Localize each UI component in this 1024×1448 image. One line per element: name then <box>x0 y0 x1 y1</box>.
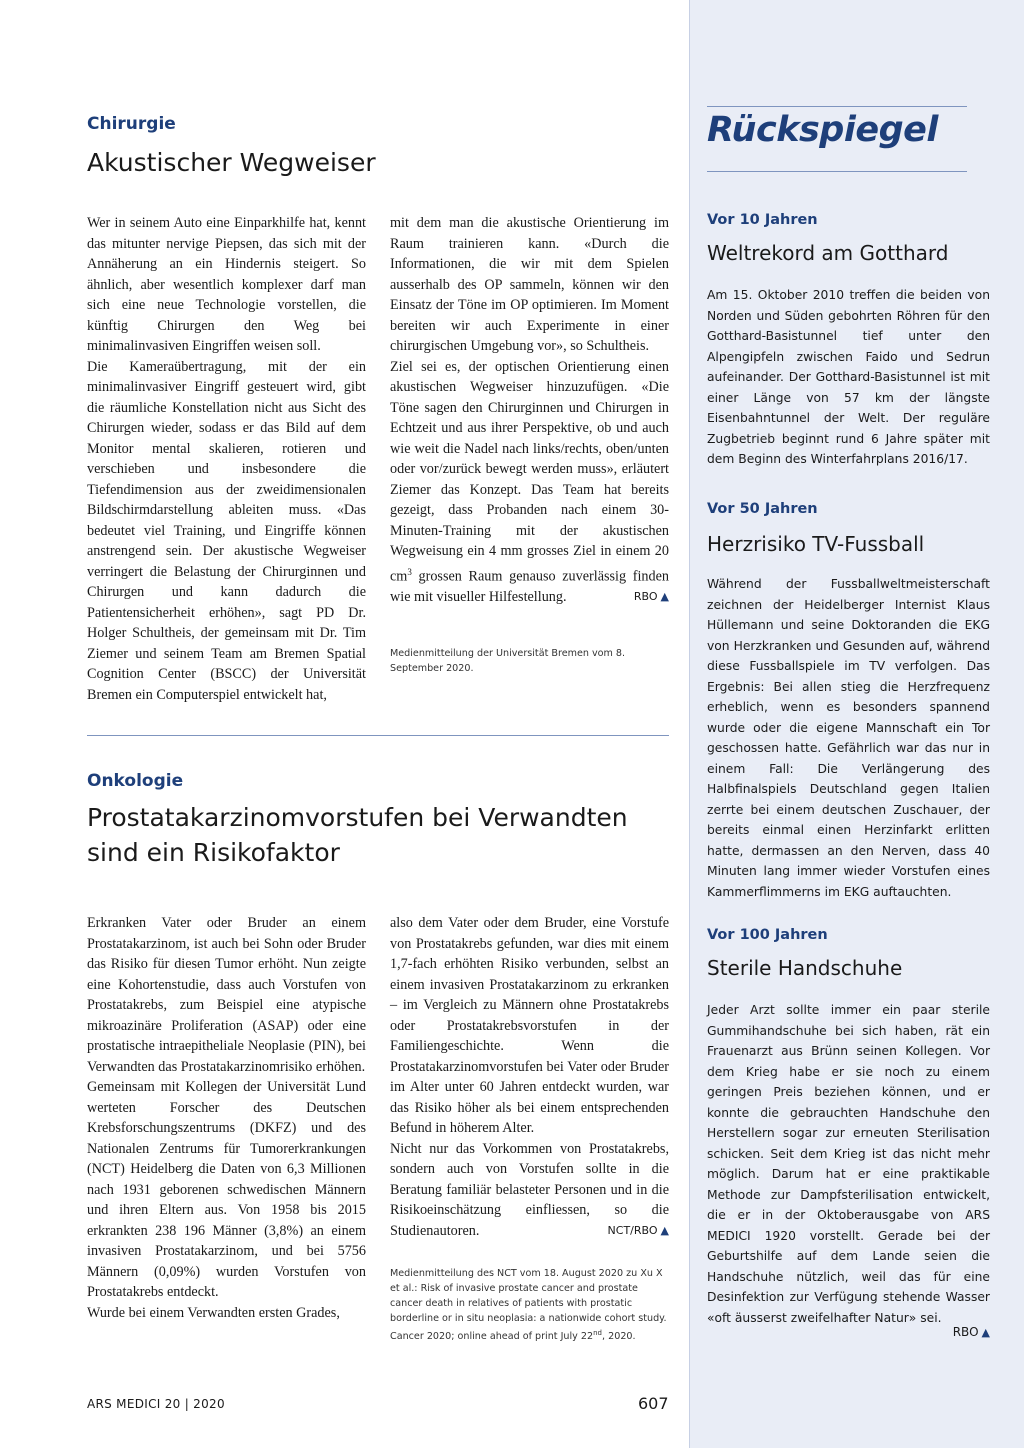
sidebar-top-rule <box>707 106 967 107</box>
sidebar-title-rule <box>707 171 967 172</box>
sidebar-item-text: Am 15. Oktober 2010 treffen die beiden von Norden und Süden gebohrten Röhren für den Gotthard-Basistunnel tief unter den Alpengipfeln zwischen Faido und Sedrun aufeinander. Der Gotthard-Basistunnel ist mit einer Länge von 57 km der längste Eisenbahntunnel der Welt. Der reguläre Zugbetrieb beginnt rund 6 Jahre später mit dem Beginn des Winterfahrplans 2016/17. <box>707 288 990 466</box>
paragraph-text: grossen Raum genauso zuverlässig finden wie mit visueller Hilfestellung. <box>390 568 669 605</box>
end-triangle-icon: ▲ <box>981 1326 990 1339</box>
article1-category: Chirurgie <box>87 114 176 134</box>
paragraph: Die Kameraübertragung, mit der ein minimalinvasiver Eingriff gesteuert wird, gibt die räumliche Konstellation nicht aus Sicht des Chirurgen wieder, sodass er das Bild auf dem Monitor mental skalieren, rotieren und verschieben und insbesondere die Tiefendimension aus der zweidimensionalen Bildschirmdarstellung ableiten muss. «Das bedeutet viel Training, und Eingriffe können anstrengend sein. Der akustische Wegweiser verringert die Belastung der Chirurginnen und Chirurgen und kann dadurch die Patientensicherheit erhöhen», sagt PD Dr. Holger Schultheis, der gemeinsam mit Dr. Tim Ziemer und seinem Team am Bremen Spatial Cognition Center (BSCC) der Universität Bremen ein Computerspiel entwickelt hat, <box>87 358 366 703</box>
paragraph-text: Nicht nur das Vorkommen von Prostatakrebs, sondern auch von Vorstufen sollte in die Beratung familiär belasteter Personen und in die Risikoeinschätzung einfliessen, so die Studienautoren. <box>390 1140 669 1239</box>
sidebar-title: Rückspiegel <box>707 110 938 150</box>
article2-source <box>390 1266 669 1344</box>
title-line: sind ein Risikofaktor <box>87 838 340 867</box>
superscript: 3 <box>407 566 412 577</box>
page-number: 607 <box>638 1394 669 1413</box>
author-label: RBO <box>633 589 658 603</box>
source-text: Medienmitteilung des NCT vom 18. August 2020 zu Xu X et al.: Risk of invasive prostate cancer and prostate cancer death in relatives of patients with prostatic borderline or in situ neoplasia: a nationwide cohort study. Cancer 2020; online ahead of print July 22 <box>390 1268 667 1343</box>
sidebar-item-text: Jeder Arzt sollte immer ein paar sterile Gummihandschuhe bei sich haben, rät ein Frauenarzt aus Brünn seinen Kollegen. Vor dem Krieg habe er sie noch zu einem geringen Preis beziehen können, und er konnte die gebrauchten Handschuhe den Herstellern sogar zur erneuten Sterilisation schicken. Seit dem Krieg ist das nicht mehr möglich. Darum hat er eine praktikable Methode zur Dampfsterilisation entwickelt, die er in der Oktoberausgabe von ARS MEDICI 1920 vorstellt. Gerade bei der Geburtshilfe auf dem Lande seien die Handschuhe nützlich, weil das für eine Desinfektion zur Verfügung stehende Wasser «oft äusserst zweifelhafter Natur» sei. <box>707 1003 990 1325</box>
title-line: Prostatakarzinomvorstufen bei Verwandten <box>87 803 628 832</box>
sidebar-item-title: Weltrekord am Gotthard <box>707 241 949 265</box>
superscript: nd <box>593 1329 603 1337</box>
end-triangle-icon: ▲ <box>660 1223 669 1237</box>
author-signature <box>608 1221 669 1242</box>
author-label: NCT/RBO <box>607 1223 658 1237</box>
article1-source: Medienmitteilung der Universität Bremen vom 8. September 2020. <box>390 648 626 674</box>
article2-column-1 <box>87 913 366 1323</box>
sidebar-item-period: Vor 50 Jahren <box>707 501 818 517</box>
paragraph: also dem Vater oder dem Bruder, eine Vorstufe von Prostatakrebs gefunden, war dies mit einem 1,7-fach erhöhten Risiko verbunden, selbst an einem invasiven Prostatakarzinom zu erkranken – im Vergleich zu Männern ohne Prostatakrebs oder Prostatakrebsvorstufen in der Familiengeschichte. Wenn die Prostatakarzinomvorstufen bei Vater oder Bruder im Alter unter 60 Jahren entdeckt wurden, war das Risiko höher als bei einem entsprechenden Befund in höherem Alter. <box>390 915 669 1136</box>
author-signature <box>634 587 669 608</box>
article1-column-1 <box>87 213 366 705</box>
paragraph: Erkranken Vater oder Bruder an einem Prostatakarzinom, ist auch bei Sohn oder Bruder das Risiko für diesen Tumor erhöht. Nun zeigte eine Kohortenstudie, dass auch Vorstufen von Prostatakrebs, zum Beispiel eine atypische mikroazinäre Proliferation (ASAP) oder eine prostatische intraepitheliale Neoplasie (PIN), bei Verwandten das Prostatakarzinomrisiko erhöhen. <box>87 915 366 1075</box>
sidebar-author-signature <box>953 1325 990 1339</box>
paragraph-text: Ziel sei es, der optischen Orientierung einen akustischen Wegweiser hinzuzufügen. «Die Töne sagen den Chirurginnen und Chirurgen in Echtzeit und aus ihrer Perspektive, ob und auch wie weit die Nadel nach links/rechts, oben/unten oder vor/zurück bewegt werden muss», erläutert Ziemer das Konzept. Das Team hat bereits gezeigt, dass Probanden nach einem 30-Minuten-Training mit der akustischen Wegweisung ein 4 mm grosses Ziel in einem 20 cm <box>390 358 669 585</box>
article2-category: Onkologie <box>87 771 184 791</box>
sidebar-item-title: Sterile Handschuhe <box>707 956 903 980</box>
paragraph: Wurde bei einem Verwandten ersten Grades, <box>87 1304 340 1321</box>
end-triangle-icon: ▲ <box>660 589 669 603</box>
paragraph: Wer in seinem Auto eine Einparkhilfe hat, kennt das mitunter nervige Piepsen, das sich mit der Annäherung an ein Hindernis steigert. So ähnlich, aber wesentlich komplexer darf man sich eine neue Technologie vorstellen, die künftig Chirurgen den Weg bei minimalinvasiven Eingriffen weisen soll. <box>87 215 366 354</box>
paragraph <box>390 357 669 608</box>
sidebar-item-title: Herzrisiko TV-Fussball <box>707 532 925 556</box>
article2-column-2 <box>390 913 669 1241</box>
article1-title: Akustischer Wegweiser <box>87 148 376 177</box>
paragraph: mit dem man die akustische Orientierung im Raum trainieren kann. «Durch die Informationen, die wir mit dem Spielen ausserhalb des OP sammeln, können wir den Einsatz der Töne im OP optimieren. Im Moment bereiten wir auch Experimente in einer chirurgischen Umgebung vor», so Schultheis. <box>390 215 669 354</box>
sidebar-item-text: Während der Fussballweltmeisterschaft zeichnen der Heidelberger Internist Klaus Hüllemann und seine Doktoranden die EKG von Herzkranken und Gesunden auf, während diese Fussballspiele im TV verfolgen. Das Ergebnis: Bei allen stieg die Herzfrequenz erheblich, wenn es besonders spannend wurde oder die eigene Mannschaft ein Tor geschossen hatte. Gefährlich war das nur in einem Fall: Die Verlängerung des Halbfinalspiels Deutschland gegen Italien zerrte bei einem deutschen Zuschauer, der bereits einmal einen Herzinfarkt erlitten hatte, dermassen an den Nerven, dass 40 Minuten lang immer wieder Vorstufen eines Kammerflimmerns im EKG auftauchten. <box>707 577 990 899</box>
author-label: RBO <box>952 1325 979 1339</box>
article2-title <box>87 800 628 870</box>
footer-journal: ARS MEDICI 20 | 2020 <box>87 1397 225 1411</box>
paragraph <box>390 1139 669 1242</box>
paragraph: Gemeinsam mit Kollegen der Universität Lund werteten Forscher des Deutschen Krebsforschungszentrums (DKFZ) und des Nationalen Zentrums für Tumorerkrankungen (NCT) Heidelberg die Daten von 6,3 Millionen nach 1931 geborenen schwedischen Männern und ihren Eltern aus. Von 1958 bis 2015 erkrankten 238 196 Männer (3,8%) an einem invasiven Prostatakarzinom, und bei 5756 Männern (0,09%) wurden Vorstufen von Prostatakrebs entdeckt. <box>87 1079 366 1300</box>
sidebar-item-period: Vor 100 Jahren <box>707 927 828 943</box>
source-text: , 2020. <box>602 1331 636 1343</box>
article1-column-2 <box>390 213 669 607</box>
article-divider <box>87 735 669 736</box>
sidebar-item-period: Vor 10 Jahren <box>707 212 818 228</box>
